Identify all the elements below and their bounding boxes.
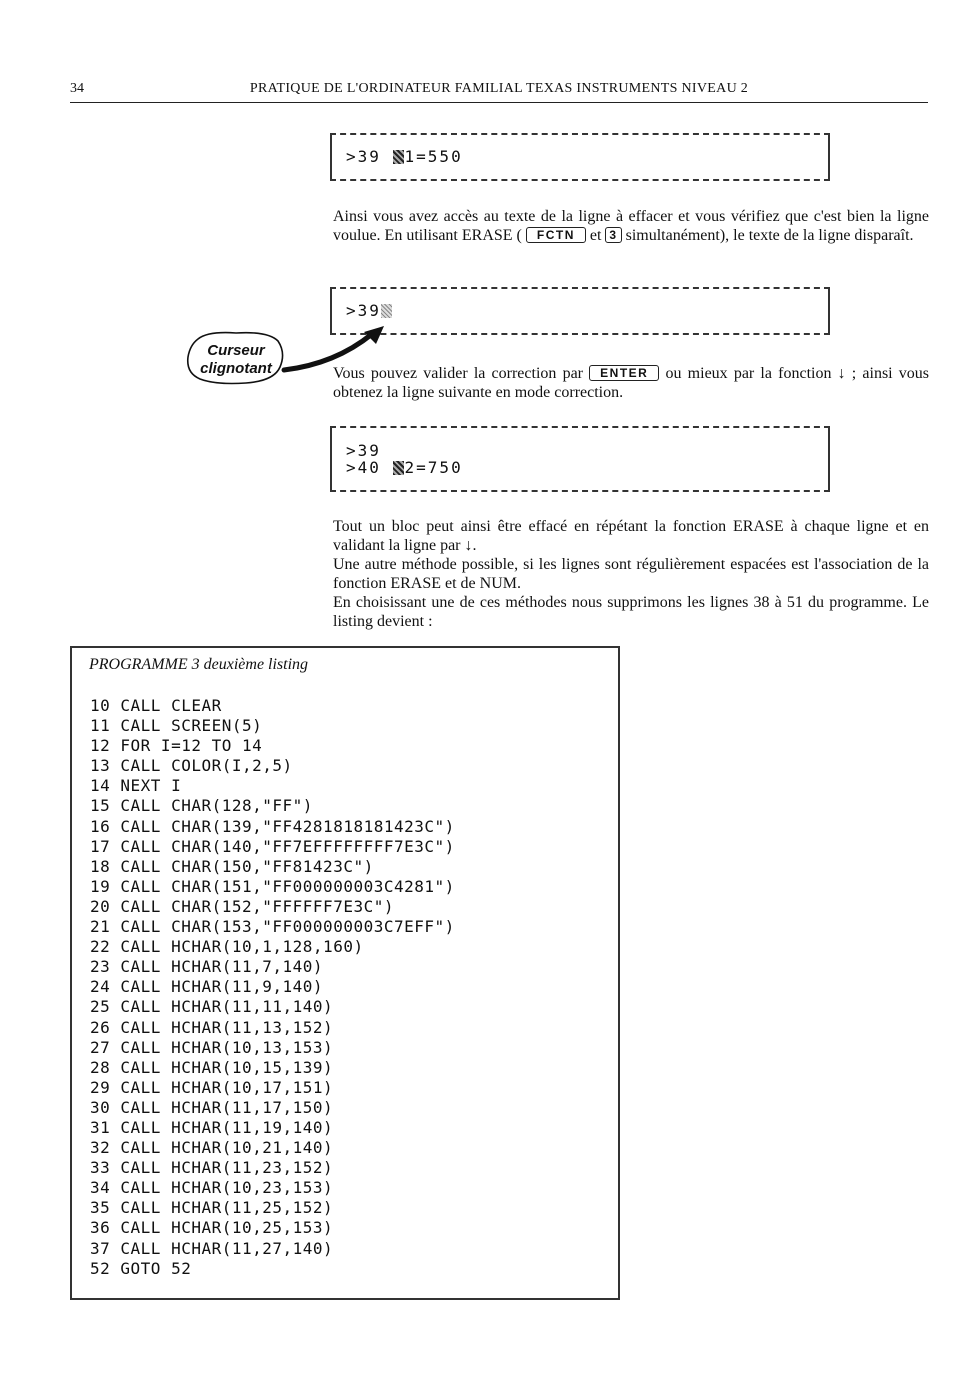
key-3: 3 [605, 227, 621, 243]
callout-line-1: Curseur [207, 342, 265, 359]
code-line: 36 CALL HCHAR(10,25,153) [90, 1218, 334, 1238]
screen-display-1 [330, 133, 830, 181]
code-line: 22 CALL HCHAR(10,1,128,160) [90, 937, 364, 957]
code-line: 33 CALL HCHAR(11,23,152) [90, 1158, 334, 1178]
code-line: 16 CALL CHAR(139,"FF4281818181423C") [90, 816, 455, 836]
code-line: 17 CALL CHAR(140,"FF7EFFFFFFFF7E3C") [90, 836, 455, 856]
page-number: 34 [70, 81, 84, 96]
screen-line: >40 2=750 [346, 458, 463, 477]
code-line: 21 CALL CHAR(153,"FF000000003C7EFF") [90, 917, 455, 937]
listing-title: PROGRAMME 3 deuxième listing [89, 656, 309, 673]
cursor-block-icon [393, 461, 404, 475]
code-line: 29 CALL HCHAR(10,17,151) [90, 1077, 334, 1097]
code-line: 32 CALL HCHAR(10,21,140) [90, 1138, 334, 1158]
code-line: 25 CALL HCHAR(11,11,140) [90, 997, 334, 1017]
cursor-block-icon [393, 150, 404, 164]
code-line: 23 CALL HCHAR(11,7,140) [90, 957, 324, 977]
paragraph-validate: Vous pouvez valider la correction par ENTER ou mieux par la fonction ↓ ; ainsi vous obtenez la ligne suivante en mode correction. [333, 365, 930, 401]
code-line: 13 CALL COLOR(I,2,5) [90, 756, 293, 776]
code-line: 27 CALL HCHAR(10,13,153) [90, 1037, 334, 1057]
code-line: 11 CALL SCREEN(5) [90, 716, 263, 736]
code-line: 12 FOR I=12 TO 14 [90, 736, 263, 756]
program-listing [70, 646, 620, 1300]
screen-line: >39 [346, 441, 381, 460]
code-line: 20 CALL CHAR(152,"FFFFFF7E3C") [90, 896, 394, 916]
code-line: 37 CALL HCHAR(11,27,140) [90, 1238, 334, 1258]
blinking-cursor-icon [381, 304, 392, 318]
code-line: 30 CALL HCHAR(11,17,150) [90, 1097, 334, 1117]
code-line: 28 CALL HCHAR(10,15,139) [90, 1057, 334, 1077]
screen-display-2 [330, 287, 830, 335]
callout-line-2: clignotant [200, 360, 272, 377]
paragraph-erase: Ainsi vous avez accès au texte de la ligne à effacer et vous vérifiez que c'est bien la ligne voulue. En utilisant ERASE ( FCTN et 3 simultanément), le texte de la ligne disparaît. [333, 208, 929, 244]
running-title: PRATIQUE DE L'ORDINATEUR FAMILIAL TEXAS INSTRUMENTS NIVEAU 2 [249, 81, 749, 96]
key-fctn: FCTN [526, 227, 586, 243]
paragraph-block-erase: Tout un bloc peut ainsi être effacé en répétant la fonction ERASE à chaque ligne et en validant la ligne par ↓. Une autre méthode possible, si les lignes sont régulièrement espacées est l'association de la fonction ERASE et de NUM. En choisissant une de ces méthodes nous supprimons les lignes 38 à 51 du programme. Le listing devient : [333, 518, 929, 630]
code-line: 18 CALL CHAR(150,"FF81423C") [90, 856, 374, 876]
code-line: 10 CALL CLEAR [90, 696, 222, 715]
code-line: 34 CALL HCHAR(10,23,153) [90, 1178, 334, 1198]
code-lines [90, 696, 455, 1279]
code-line: 35 CALL HCHAR(11,25,152) [90, 1198, 334, 1218]
screen-display-3 [330, 426, 830, 492]
code-line: 26 CALL HCHAR(11,13,152) [90, 1017, 334, 1037]
code-line: 52 GOTO 52 [90, 1258, 192, 1278]
key-enter: ENTER [589, 365, 659, 381]
screen-line: >39 1=550 [346, 147, 463, 166]
screen-line: >39 [346, 301, 393, 320]
code-line: 15 CALL CHAR(128,"FF") [90, 796, 313, 816]
page-header [70, 78, 928, 103]
code-line: 19 CALL CHAR(151,"FF000000003C4281") [90, 876, 455, 896]
code-line: 24 CALL HCHAR(11,9,140) [90, 977, 324, 997]
code-line: 14 NEXT I [90, 776, 182, 796]
callout-bubble [186, 331, 286, 385]
code-line: 31 CALL HCHAR(11,19,140) [90, 1117, 334, 1137]
